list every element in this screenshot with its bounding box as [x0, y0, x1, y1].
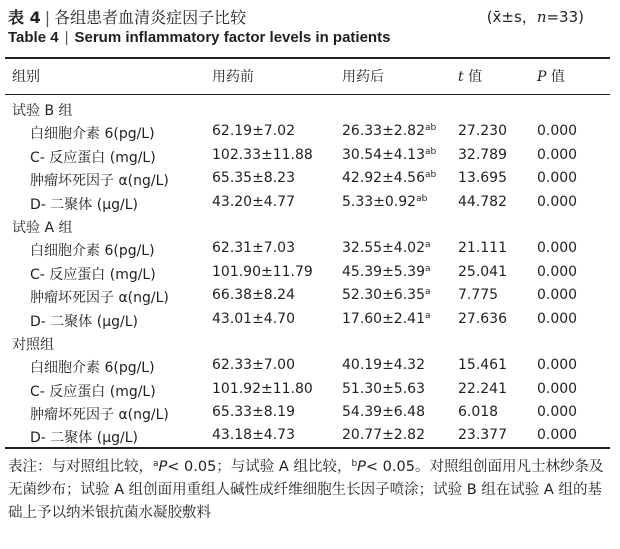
value-t: 27.636 [458, 310, 507, 327]
table-row [0, 404, 620, 427]
value-p: 0.000 [537, 404, 578, 421]
indicator-label: D- 二聚体 (μg/L) [30, 430, 138, 447]
value-p: 0.000 [537, 357, 578, 374]
value-after-cell [342, 264, 431, 280]
value-before: 65.35±8.23 [212, 170, 295, 187]
value-after: 32.55±4.02 [342, 240, 425, 257]
group-row [0, 100, 620, 123]
value-p: 0.000 [537, 287, 578, 304]
value-t: 7.775 [458, 287, 499, 304]
header-after: 用药后 [342, 69, 384, 85]
indicator-label: D- 二聚体 (μg/L) [30, 196, 138, 213]
significance-mark: a [424, 287, 431, 298]
value-t: 21.111 [458, 240, 507, 257]
value-after: 17.60±2.41 [342, 310, 425, 327]
significance-mark: ab [416, 193, 428, 204]
value-after-cell [342, 194, 427, 210]
value-before: 43.20±4.77 [212, 193, 295, 210]
table-caption-en: Serum inflammatory factor levels in patients [74, 29, 391, 46]
value-p: 0.000 [537, 263, 578, 280]
significance-mark: ab [424, 146, 437, 157]
header-t-symbol: t [458, 69, 464, 85]
indicator-label: 白细胞介素 6(pg/L) [30, 360, 155, 377]
header-p-symbol: P [537, 69, 547, 85]
value-before: 66.38±8.24 [212, 287, 295, 304]
value-before: 101.92±11.80 [212, 380, 313, 397]
header-rule [5, 94, 610, 95]
value-t: 25.041 [458, 263, 507, 280]
value-before: 62.33±7.00 [212, 357, 295, 374]
value-after-cell [342, 311, 431, 327]
bottom-rule [5, 447, 610, 449]
value-p: 0.000 [537, 427, 578, 444]
footnote-p-a: P [158, 459, 168, 475]
header-t-suffix: 值 [463, 69, 483, 85]
value-p: 0.000 [537, 170, 578, 187]
value-after: 54.39±6.48 [342, 404, 425, 421]
value-t: 32.789 [458, 146, 507, 163]
value-p: 0.000 [537, 380, 578, 397]
value-after-cell [342, 147, 436, 163]
value-after: 20.77±2.82 [342, 427, 425, 444]
footnote-prefix: 表注：与对照组比较， [8, 459, 153, 475]
value-before: 43.01±4.70 [212, 310, 295, 327]
value-before: 101.90±11.79 [212, 263, 313, 280]
group-row [0, 334, 620, 357]
group-label: 对照组 [12, 336, 54, 353]
table-row [0, 264, 620, 287]
value-after: 51.30±5.63 [342, 380, 425, 397]
value-p: 0.000 [537, 310, 578, 327]
value-after: 52.30±6.35 [342, 287, 425, 304]
value-before: 62.31±7.03 [212, 240, 295, 257]
table-stats-note [487, 6, 584, 27]
value-t: 44.782 [458, 193, 507, 210]
table-header [0, 66, 620, 88]
significance-mark: a [424, 263, 431, 274]
value-after-cell [342, 404, 425, 420]
table-title-en [8, 29, 390, 46]
value-after-cell [342, 170, 436, 186]
value-t: 27.230 [458, 123, 507, 140]
title-separator-en: | [64, 29, 69, 46]
title-separator: | [44, 8, 51, 27]
value-t: 22.241 [458, 380, 507, 397]
indicator-label: 肿瘤坏死因子 α(ng/L) [30, 407, 169, 424]
table-row [0, 147, 620, 170]
value-p: 0.000 [537, 146, 578, 163]
top-rule [5, 57, 610, 59]
header-group: 组别 [12, 69, 40, 85]
value-after-cell [342, 427, 425, 443]
table-row [0, 123, 620, 146]
value-after-cell [342, 287, 431, 303]
value-after-cell [342, 123, 436, 139]
value-t: 15.461 [458, 357, 507, 374]
footnote-text-b: < 0.05。对照组创面用凡士林纱条及无菌纱布；试验 A 组创面用重组人碱性成纤维细胞生长因子喷涂；试验 B 组在试验 A 组的基础上予以纳米银抗菌水凝胶敷料 [8, 459, 604, 521]
indicator-label: C- 反应蛋白 (mg/L) [30, 149, 156, 166]
value-after: 5.33±0.92 [342, 193, 417, 210]
value-t: 23.377 [458, 427, 507, 444]
value-after-cell [342, 357, 425, 373]
header-t [458, 66, 482, 86]
value-before: 43.18±4.73 [212, 427, 295, 444]
table-row [0, 357, 620, 380]
table-row [0, 194, 620, 217]
value-before: 62.19±7.02 [212, 123, 295, 140]
stats-n-value: =33) [546, 8, 584, 26]
significance-mark: a [424, 240, 431, 251]
value-after: 40.19±4.32 [342, 357, 425, 374]
indicator-label: 白细胞介素 6(pg/L) [30, 126, 155, 143]
header-before: 用药前 [212, 69, 254, 85]
indicator-label: C- 反应蛋白 (mg/L) [30, 383, 156, 400]
footnote-sup-b: b [351, 459, 358, 469]
footnote-text-a: < 0.05；与试验 A 组比较， [167, 459, 352, 475]
table-caption-cn: 各组患者血清炎症因子比较 [54, 8, 247, 27]
value-after: 42.92±4.56 [342, 170, 425, 187]
value-before: 65.33±8.19 [212, 404, 295, 421]
table-row [0, 287, 620, 310]
group-label: 试验 B 组 [12, 103, 73, 119]
footnote-p-b: P [357, 459, 366, 475]
value-after-cell [342, 381, 425, 397]
table-footnote [8, 456, 608, 525]
value-after-cell [342, 240, 431, 256]
significance-mark: ab [424, 123, 437, 134]
indicator-label: 肿瘤坏死因子 α(ng/L) [30, 290, 169, 307]
footnote-sup-a: a [153, 459, 159, 469]
table-title-cn [8, 5, 246, 28]
stats-mean-sd: (x̄±s， [486, 8, 537, 26]
table-row [0, 381, 620, 404]
table-body [0, 100, 620, 451]
value-p: 0.000 [537, 240, 578, 257]
table-row [0, 170, 620, 193]
significance-mark: a [424, 310, 431, 321]
table-row [0, 240, 620, 263]
table-row [0, 311, 620, 334]
header-p [537, 66, 565, 86]
group-row [0, 217, 620, 240]
table-number-cn: 表 4 [8, 8, 41, 27]
group-label: 试验 A 组 [12, 219, 73, 236]
value-after: 26.33±2.82 [342, 123, 425, 140]
indicator-label: 肿瘤坏死因子 α(ng/L) [30, 173, 169, 190]
value-p: 0.000 [537, 123, 578, 140]
value-p: 0.000 [537, 193, 578, 210]
table-number-en: Table 4 [8, 29, 59, 46]
value-t: 13.695 [458, 170, 507, 187]
value-after: 45.39±5.39 [342, 263, 425, 280]
stats-n-label: n [536, 8, 547, 26]
significance-mark: ab [424, 170, 437, 181]
value-before: 102.33±11.88 [212, 146, 313, 163]
value-after: 30.54±4.13 [342, 146, 425, 163]
value-t: 6.018 [458, 404, 499, 421]
indicator-label: 白细胞介素 6(pg/L) [30, 243, 155, 260]
indicator-label: C- 反应蛋白 (mg/L) [30, 266, 156, 283]
header-p-suffix: 值 [546, 69, 565, 85]
indicator-label: D- 二聚体 (μg/L) [30, 313, 138, 330]
